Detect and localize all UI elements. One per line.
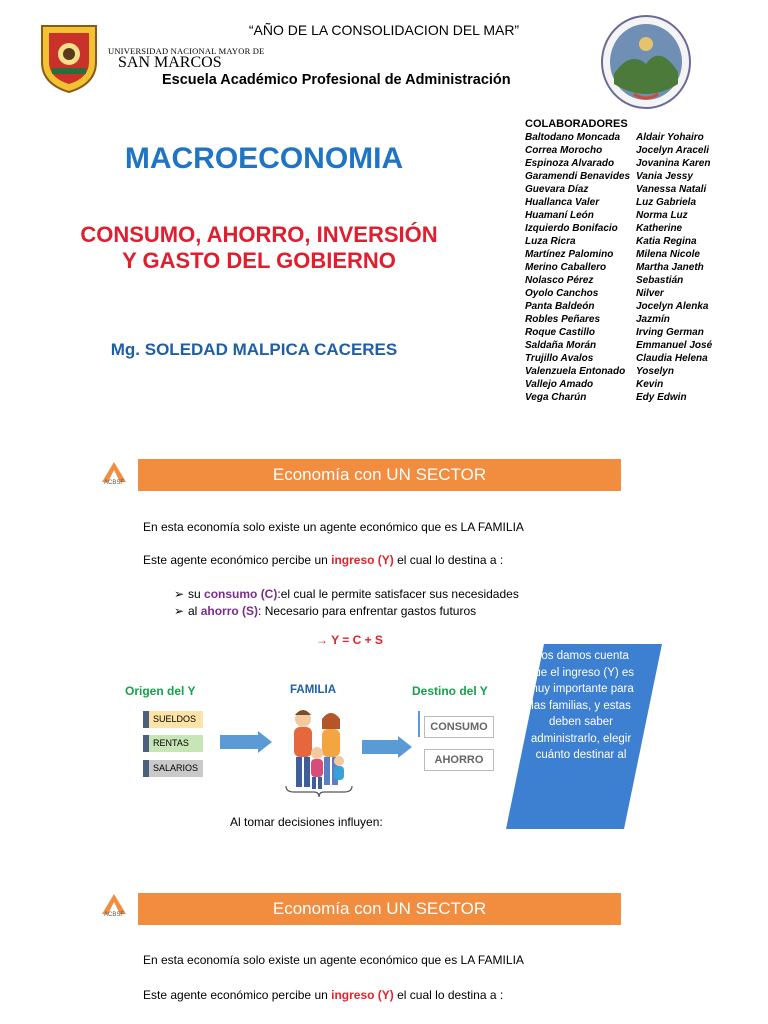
school-name: Escuela Académico Profesional de Administración bbox=[162, 72, 511, 88]
topic-line-2: Y GASTO DEL GOBIERNO bbox=[122, 248, 396, 273]
bullet2-text: al bbox=[188, 604, 201, 618]
collaborator-surname: Robles Peñares bbox=[525, 314, 601, 325]
collaborator-surname: Panta Baldeón bbox=[525, 301, 595, 312]
origin-box: RENTAS bbox=[143, 735, 203, 752]
bullet-arrow-icon: ➢ bbox=[174, 604, 185, 618]
origin-box: SALARIOS bbox=[143, 760, 203, 777]
family-brace bbox=[284, 784, 354, 798]
topic-title bbox=[0, 222, 518, 274]
arrow-to-family-head bbox=[258, 731, 272, 753]
bullet-consumption bbox=[174, 587, 519, 601]
collaborator-given-name: Vania Jessy bbox=[636, 171, 693, 182]
collaborator-surname: Huallanca Valer bbox=[525, 197, 600, 208]
destination-box: AHORRO bbox=[424, 749, 494, 771]
collaborator-surname: Correa Morocho bbox=[525, 145, 603, 156]
collaborator-given-name: Jovanina Karen bbox=[636, 158, 711, 169]
collaborator-given-name: Norma Luz bbox=[636, 210, 688, 221]
bullet-arrow-icon: ➢ bbox=[174, 587, 185, 601]
university-name-small: UNIVERSIDAD NACIONAL MAYOR DE bbox=[108, 46, 265, 56]
collaborators-list bbox=[525, 118, 725, 403]
family-label: FAMILIA bbox=[290, 684, 336, 696]
slide2-banner: Economía con UN SECTOR bbox=[138, 893, 621, 925]
collaborator-surname: Valenzuela Entonado bbox=[525, 366, 626, 377]
collaborator-surname: Huamaní León bbox=[525, 210, 594, 221]
collaborator-surname: Oyolo Canchos bbox=[525, 288, 599, 299]
collaborator-surname: Trujillo Avalos bbox=[525, 353, 594, 364]
collaborator-surname: Garamendi Benavides bbox=[525, 171, 631, 182]
collaborator-given-name: Katia Regina bbox=[636, 236, 697, 247]
collaborator-given-name: Irving German bbox=[636, 327, 704, 338]
collaborator-surname: Saldaña Morán bbox=[525, 340, 597, 351]
collaborator-given-name: Kevin bbox=[636, 379, 664, 390]
slide2-line2 bbox=[143, 988, 503, 1002]
income-formula: → Y = C + S bbox=[316, 633, 383, 647]
collaborator-surname: Baltodano Moncada bbox=[525, 132, 621, 143]
origin-label: Origen del Y bbox=[125, 684, 196, 698]
bullet2-text-end: : Necesario para enfrentar gastos futuros bbox=[258, 604, 477, 618]
savings-keyword: ahorro (S) bbox=[200, 604, 259, 618]
year-motto: “AÑO DE LA CONSOLIDACION DEL MAR” bbox=[248, 22, 520, 38]
teacher-name: Mg. SOLEDAD MALPICA CACERES bbox=[110, 340, 398, 359]
collaborators-title: COLABORADORES bbox=[525, 118, 628, 130]
bullet1-text: su bbox=[188, 587, 205, 601]
line2-text: Este agente económico percibe un bbox=[143, 988, 332, 1002]
decision-caption: Al tomar decisiones influyen: bbox=[230, 815, 383, 829]
arrow-to-family bbox=[220, 735, 258, 749]
collaborator-surname: Luza Ricra bbox=[525, 236, 576, 247]
collaborator-given-name: Luz Gabriela bbox=[636, 197, 697, 208]
course-title: MACROECONOMIA bbox=[124, 142, 404, 175]
collaborator-surname: Izquierdo Bonifacio bbox=[525, 223, 618, 234]
collaborator-given-name: Edy Edwin bbox=[636, 392, 687, 403]
collaborator-surname: Martínez Palomino bbox=[525, 249, 614, 260]
line2-text-end: el cual lo destina a : bbox=[393, 988, 504, 1002]
destination-box: CONSUMO bbox=[424, 716, 494, 738]
collaborator-given-name: Claudia Helena bbox=[636, 353, 708, 364]
consumption-keyword: consumo (C) bbox=[204, 587, 278, 601]
collaborator-surname: Guevara Díaz bbox=[525, 184, 589, 195]
destination-bracket bbox=[418, 711, 420, 737]
collaborator-surname: Merino Caballero bbox=[525, 262, 607, 273]
slide2-line1: En esta economía solo existe un agente económico que es LA FAMILIA bbox=[143, 953, 524, 967]
collaborator-given-name: Yoselyn bbox=[636, 366, 674, 377]
san-marcos-crest-logo bbox=[38, 22, 100, 94]
bullet-savings bbox=[174, 604, 476, 618]
slide1-banner: Economía con UN SECTOR bbox=[138, 459, 621, 491]
collaborator-surname: Roque Castillo bbox=[525, 327, 596, 338]
arrow-to-destination bbox=[362, 740, 398, 754]
collaborator-surname: Espinoza Alvarado bbox=[525, 158, 615, 169]
collaborator-given-name: Vanessa Natali bbox=[636, 184, 707, 195]
collaborator-given-name: Jocelyn Alenka bbox=[636, 301, 709, 312]
collaborator-given-name: Aldair Yohairo bbox=[636, 132, 704, 143]
collaborator-given-name: Jocelyn Araceli bbox=[636, 145, 710, 156]
collaborators-grid bbox=[525, 131, 725, 404]
family-illustration bbox=[285, 705, 351, 793]
collaborator-surname: Vallejo Amado bbox=[525, 379, 594, 390]
acbsf-logo-text-2: ACBSF bbox=[103, 912, 124, 918]
collaborator-given-name: Sebastián bbox=[636, 275, 684, 286]
slide1-line2 bbox=[143, 553, 503, 567]
collaborator-surname: Vega Charún bbox=[525, 392, 587, 403]
acbsf-logo-text: ACBSF bbox=[103, 480, 124, 486]
destination-label: Destino del Y bbox=[412, 684, 488, 698]
collaborator-given-name: Nilver bbox=[636, 288, 664, 299]
acbsf-logo bbox=[100, 460, 128, 494]
university-name: SAN MARCOS bbox=[118, 54, 222, 71]
note-text: Nos damos cuenta que el ingreso (Y) es muy importante para las familias, y estas deben saber administrarlo, elegir cuánto destinar al bbox=[527, 650, 635, 761]
collaborator-surname: Nolasco Pérez bbox=[525, 275, 594, 286]
collaborator-given-name: Milena Nicole bbox=[636, 249, 700, 260]
income-keyword: ingreso (Y) bbox=[331, 553, 394, 567]
slide1-line1: En esta economía solo existe un agente económico que es LA FAMILIA bbox=[143, 520, 524, 534]
arrow-to-destination-head bbox=[398, 736, 412, 758]
line2-text-end: el cual lo destina a : bbox=[393, 553, 504, 567]
collaborator-given-name: Emmanuel José bbox=[636, 340, 713, 351]
collaborator-given-name: Katherine bbox=[636, 223, 683, 234]
origin-box: SUELDOS bbox=[143, 711, 203, 728]
bullet1-text-end: :el cual le permite satisfacer sus necesidades bbox=[277, 587, 519, 601]
collaborator-given-name: Jazmín bbox=[636, 314, 670, 325]
acbsf-logo-2 bbox=[100, 892, 128, 926]
topic-line-1: CONSUMO, AHORRO, INVERSIÓN bbox=[80, 222, 438, 247]
collaborator-given-name: Martha Janeth bbox=[636, 262, 704, 273]
line2-text: Este agente económico percibe un bbox=[143, 553, 332, 567]
income-keyword: ingreso (Y) bbox=[331, 988, 394, 1002]
school-seal-logo bbox=[600, 14, 692, 110]
